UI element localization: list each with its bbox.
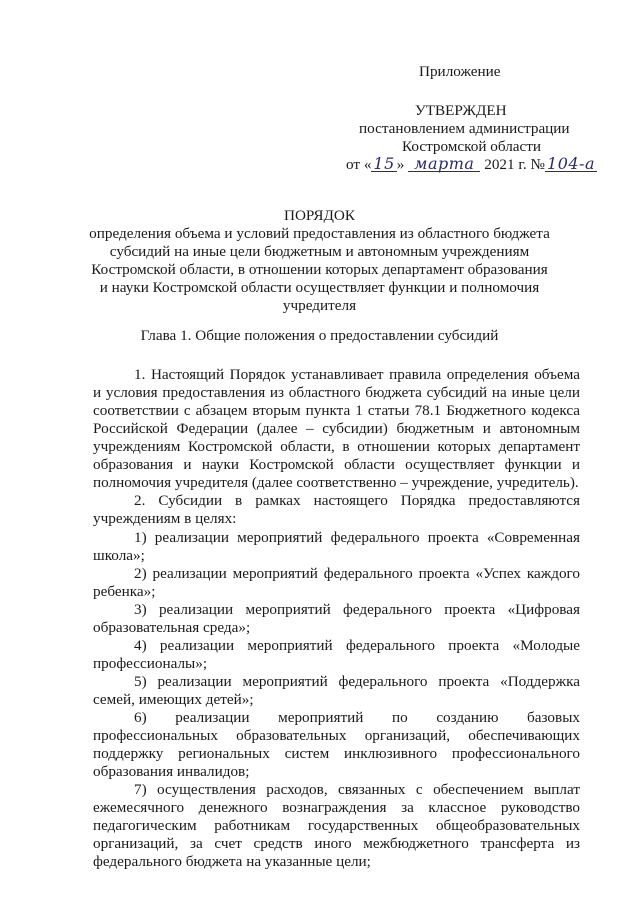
item2-line-1: 2) реализации мероприятий федерального проекта «Успех каждого <box>134 565 580 582</box>
subtitle-line-1: определения объема и условий предоставления из областного бюджета <box>89 225 550 242</box>
p1-line-2: и условия предоставления из областного бюджета субсидий на иные цели <box>93 384 580 401</box>
item6-line-4: образования инвалидов; <box>93 763 250 780</box>
item2-line-2: ребенка»; <box>93 583 156 600</box>
subtitle-line-3: Костромской области, в отношении которых департамент образования <box>91 261 548 278</box>
p1-line-3: соответствии с абзацем вторым пункта 1 статьи 78.1 Бюджетного кодекса <box>93 402 580 419</box>
date-prefix: от « <box>346 156 372 173</box>
chapter-title: Глава 1. Общие положения о предоставлении субсидий <box>140 327 499 344</box>
item7-line-5: федерального бюджета на указанные цели; <box>93 853 371 870</box>
subtitle-line-2: субсидий на иные цели бюджетным и автономным учреждениям <box>109 243 530 260</box>
subtitle-line-4: и науки Костромской области осуществляет функции и полномочия <box>99 279 540 296</box>
item7-line-3: педагогическим работникам государственных общеобразовательных <box>93 817 580 834</box>
item6-line-2: профессиональных образовательных организаций, обеспечивающих <box>93 727 580 744</box>
date-year: 2021 г. № <box>484 156 546 173</box>
date-mid: » <box>396 156 405 173</box>
approval-date-line <box>346 155 597 174</box>
item7-line-4: организаций, за счет средств иного межбюджетного трансферта из <box>93 835 580 852</box>
p1-line-5: учреждениям Костромской области, в отношении которых департамент <box>93 438 580 455</box>
item4-line-1: 4) реализации мероприятий федерального проекта «Молодые <box>134 637 580 654</box>
item1-line-2: школа»; <box>93 547 145 564</box>
approval-line-2: Костромской области <box>402 138 542 155</box>
appendix-label: Приложение <box>419 63 501 80</box>
item1-line-1: 1) реализации мероприятий федерального проекта «Современная <box>134 529 580 546</box>
document-title: ПОРЯДОК <box>283 207 355 224</box>
p1-line-6: образования и науки Костромской области осуществляет функции и <box>93 456 580 473</box>
item5-line-1: 5) реализации мероприятий федерального проекта «Поддержка <box>134 673 580 690</box>
p1-line-7: полномочия учредителя (далее соответственно – учреждение, учредитель). <box>93 474 579 491</box>
item4-line-2: профессионалы»; <box>93 655 208 672</box>
item5-line-2: семей, имеющих детей»; <box>93 691 254 708</box>
item6-line-1: 6) реализации мероприятий по созданию базовых <box>134 709 580 726</box>
item3-line-2: образовательная среда»; <box>93 619 251 636</box>
date-day-handwritten: 15 <box>373 154 395 173</box>
approval-heading: УТВЕРЖДЕН <box>415 102 507 119</box>
p2-line-1: 2. Субсидии в рамках настоящего Порядка предоставляются <box>134 492 580 509</box>
item6-line-3: поддержку региональных систем инклюзивного профессионального <box>93 745 580 762</box>
date-number-handwritten: 104-а <box>547 154 595 173</box>
item7-line-1: 7) осуществления расходов, связанных с обеспечением выплат <box>134 781 580 798</box>
date-month-handwritten: марта <box>408 156 480 172</box>
p2-line-2: учреждениям в целях: <box>93 510 237 527</box>
p1-line-1: 1. Настоящий Порядок устанавливает правила определения объема <box>134 366 580 383</box>
item7-line-2: ежемесячного денежного вознаграждения за классное руководство <box>93 799 580 816</box>
approval-line-1: постановлением администрации <box>359 120 570 137</box>
item3-line-1: 3) реализации мероприятий федерального проекта «Цифровая <box>134 601 580 618</box>
p1-line-4: Российской Федерации (далее – субсидии) бюджетным и автономным <box>93 420 580 437</box>
subtitle-line-5: учредителя <box>282 297 357 314</box>
